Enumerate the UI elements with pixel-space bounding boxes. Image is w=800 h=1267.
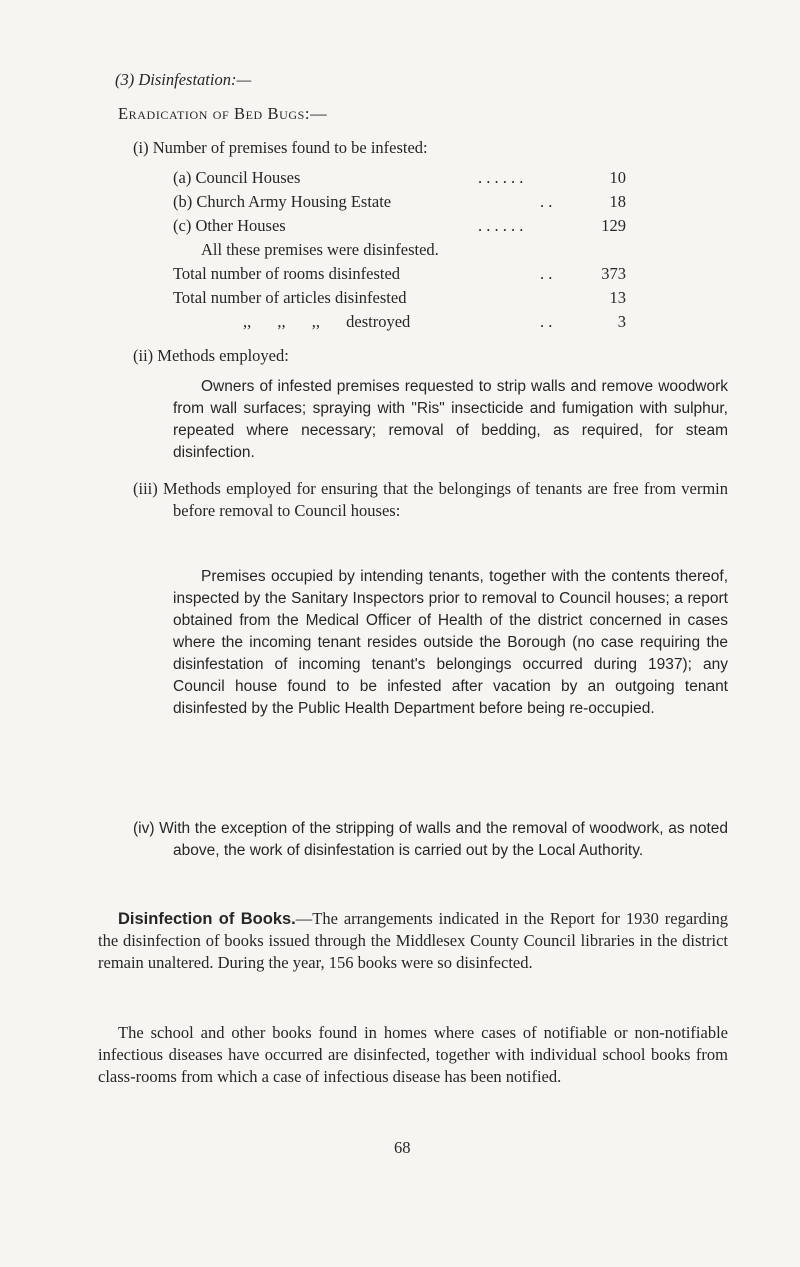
total-articles-label: Total number of articles disinfested	[173, 288, 407, 307]
row-council-houses-label: (a) Council Houses	[173, 168, 301, 187]
books-title: Disinfection of Books.	[118, 910, 296, 928]
books-text: —The arrangements indicated in the Report for 1930 regarding the disinfection of books issued through the Middlesex County Council libraries in the district remain unaltered. During the year, 156 books were so disinfected.	[98, 909, 729, 972]
destroyed-label: ,, ,, ,, destroyed	[243, 312, 411, 331]
total-rooms-leader: . .	[540, 264, 553, 283]
row-other-houses-leader: . . . . . .	[478, 216, 524, 235]
section-iii-label: (iii) Methods employed for ensuring that the belongings of tenants are free from vermin before removal to Council houses:	[133, 479, 728, 520]
row-other-houses-value: 129	[601, 216, 626, 235]
section-ii-text: Owners of infested premises requested to strip walls and remove woodwork from wall surfaces; spraying with "Ris" insecticide and fumigation with sulphur, repeated where necessary; removal of bedding, as required, for steam disinfection.	[173, 378, 728, 461]
section-i-label: (i) Number of premises found to be infested:	[133, 138, 428, 157]
row-church-army-leader: . .	[540, 192, 553, 211]
subheading: Eradication of Bed Bugs:—	[118, 104, 328, 123]
row-church-army-label: (b) Church Army Housing Estate	[173, 192, 392, 211]
section-heading: (3) Disinfestation:—	[115, 70, 252, 89]
total-rooms-value: 373	[601, 264, 626, 283]
books-paragraph-2: The school and other books found in homes where cases of notifiable or non-notifiable infectious diseases have occurred are disinfected, together with individual school books from class-rooms from which a case of infectious disease has been notified.	[98, 1023, 728, 1086]
books-paragraph	[98, 908, 728, 974]
section-iv-text: (iv) With the exception of the stripping of walls and the removal of woodwork, as noted above, the work of disinfestation is carried out by the Local Authority.	[133, 820, 728, 859]
row-council-houses-leader: . . . . . .	[478, 168, 524, 187]
row-other-houses-label: (c) Other Houses	[173, 216, 286, 235]
page-number: 68	[394, 1138, 411, 1157]
disinfested-note: All these premises were disinfested.	[201, 240, 439, 259]
section-iii-text: Premises occupied by intending tenants, together with the contents thereof, inspected by the Sanitary Inspectors prior to removal to Council houses; a report obtained from the Medical Officer of Health of the district concerned in cases where the incoming tenant resides outside the Borough (no case requiring the disinfestation of incoming tenant's belongings occurred during 1937); any Council house found to be infested after vacation by an outgoing tenant disinfested by the Public Health Department before being re-occupied.	[173, 568, 728, 717]
section-ii-label: (ii) Methods employed:	[133, 346, 289, 365]
destroyed-leader: . .	[540, 312, 553, 331]
row-council-houses-value: 10	[609, 168, 626, 187]
row-church-army-value: 18	[609, 192, 626, 211]
total-articles-value: 13	[609, 288, 626, 307]
destroyed-value: 3	[617, 312, 626, 331]
total-rooms-label: Total number of rooms disinfested	[173, 264, 401, 283]
